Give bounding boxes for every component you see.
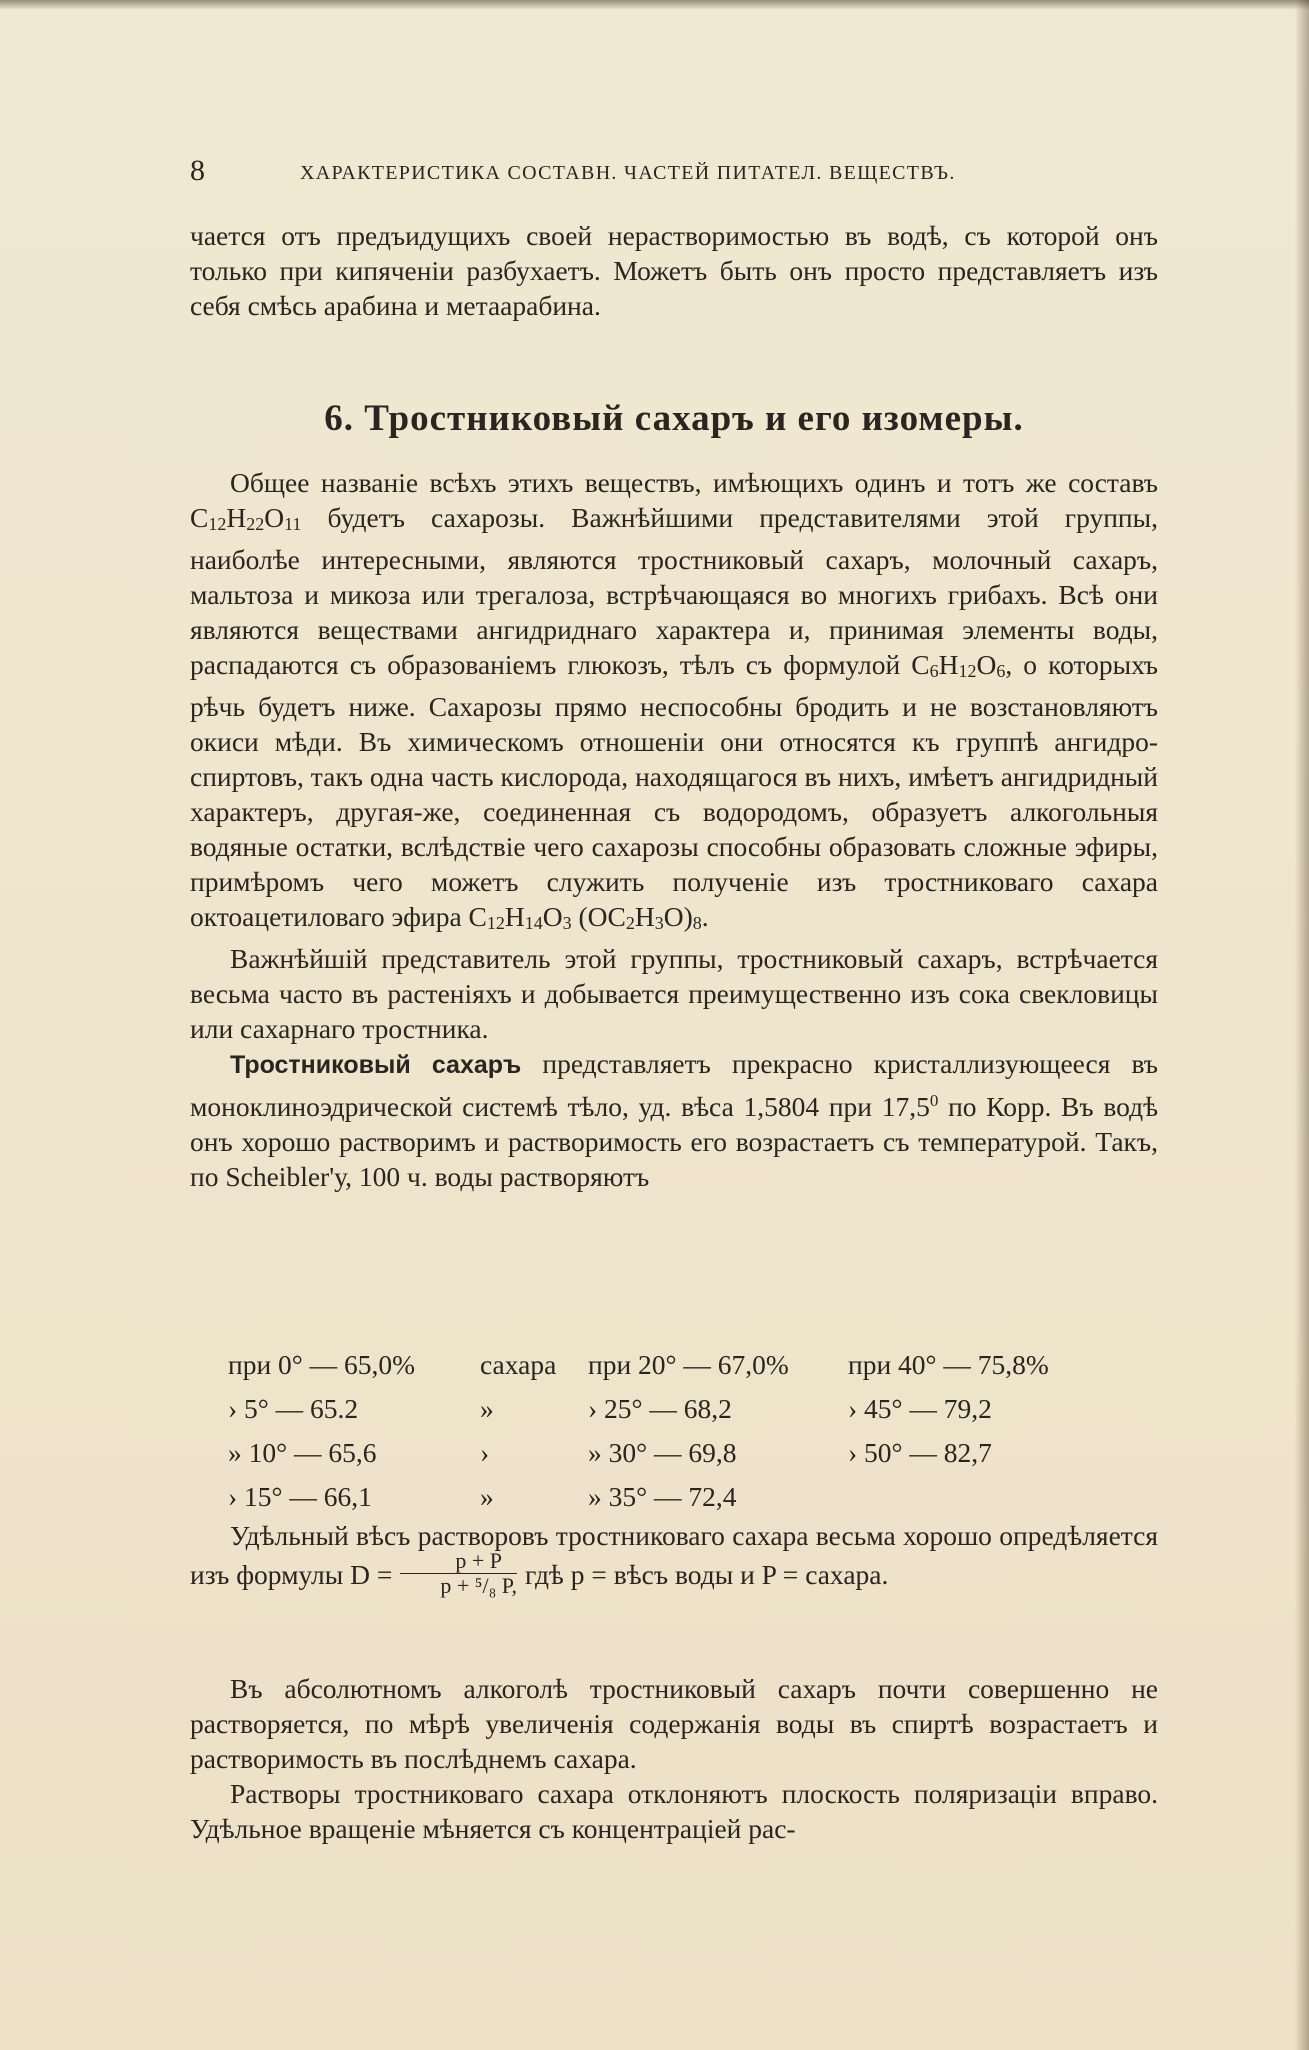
page-number: 8 bbox=[190, 154, 206, 187]
solubility-table bbox=[228, 1343, 1128, 1519]
paragraph-polarization: Растворы тростниковаго сахара отклоняютъ плоскость поляризаціи вправо. Удѣльное вращеніе мѣняется съ концентраціей рас- bbox=[190, 1778, 1158, 1844]
top-edge-shadow bbox=[0, 0, 1309, 10]
paragraph-general: Общее названіе всѣхъ этихъ веществъ, имѣющихъ одинъ и тотъ же составъ C12H22O11 будетъ сахарозы. Важнѣйшими представителями этой группы, наиболѣе интересными, являются тростниковый сахаръ, молочный сахаръ, мальтоза и микоза или трегалоза, встрѣчающаяся во многихъ грибахъ. Всѣ они являются веществами ангидриднаго характера и, принимая элементы воды, распадаются съ образованіемъ глюкозъ, тѣлъ съ формулой C6H12O6, о которыхъ рѣчь будетъ ниже. Сахарозы прямо неспособны бродить и не возстановляютъ окиси мѣди. Въ химическомъ отношеніи они относятся къ группѣ ангидро-спиртовъ, такъ одна часть кислорода, находящагося въ нихъ, имѣетъ ангидридный характеръ, другая-же, соединенная съ водородомъ, образуетъ алкогольныя водяные остатки, вслѣдствіе чего сахарозы способны образовать сложные эфиры, примѣромъ чего можетъ служить полученіе изъ тростниковаго сахара октоацетиловаго эфира C12H14O3 (OC2H3O)8. bbox=[190, 467, 1159, 933]
paragraph-alcohol: Въ абсолютномъ алкоголѣ тростниковый сахаръ почти совершенно не растворяется, по мѣрѣ увеличенія содержанія воды въ спиртѣ возрастаетъ и растворимость въ послѣднемъ сахара. bbox=[190, 1673, 1158, 1774]
table-row: » 10° — 65,6 › » 30° — 69,8 › 50° — 82,7 bbox=[228, 1437, 992, 1468]
density-formula bbox=[400, 1549, 517, 1598]
table-row: при 0° — 65,0% сахара при 20° — 67,0% при 40° — 75,8% bbox=[228, 1349, 1049, 1380]
paragraph-cane-sugar: Тростниковый сахаръ представляетъ прекрасно кристаллизующееся въ моноклиноэдрической системѣ тѣло, уд. вѣса 1,5804 при 17,5$^0$ по Корр. Въ водѣ онъ хорошо растворимъ и растворимость его возрастаетъ съ температурой. Такъ, по Scheibler'у, 100 ч. воды растворяютъ bbox=[190, 1048, 1158, 1192]
bold-term: Тростниковый сахаръ bbox=[230, 1051, 522, 1079]
paragraph-representative: Важнѣйшій представитель этой группы, тростниковый сахаръ, встрѣчается весьма часто въ растеніяхъ и добывается преимущественно изъ сока свекловицы или сахарнаго тростника. bbox=[190, 943, 1158, 1044]
paragraph-specific-gravity: Удѣльный вѣсъ растворовъ тростниковаго сахара весьма хорошо опредѣляется изъ формулы D = $\frac{p + P}{\text{p + ⁵/₈ P,}}$ гдѣ p = вѣсъ воды и P = сахара. bbox=[190, 1520, 1158, 1598]
formula-denominator: p + ⁵/₈ P, bbox=[440, 1573, 518, 1598]
table-row: › 5° — 65.2 » › 25° — 68,2 › 45° — 79,2 bbox=[228, 1393, 992, 1424]
table-row: › 15° — 66,1 » » 35° — 72,4 bbox=[228, 1481, 737, 1512]
closing-block bbox=[190, 1671, 1158, 1846]
formula-block bbox=[190, 1518, 1158, 1602]
right-edge-shadow bbox=[1295, 0, 1309, 2050]
intro-block bbox=[190, 218, 1158, 323]
formula-numerator: p + P bbox=[400, 1549, 517, 1574]
intro-paragraph: чается отъ предъидущихъ своей нерастворимостью въ водѣ, съ которой онъ только при кипяченіи разбухаетъ. Можетъ быть онъ просто представляетъ изъ себя смѣсь арабина и метаарабина. bbox=[190, 220, 1158, 321]
main-text-block bbox=[190, 465, 1158, 1194]
section-heading: 6. Тростниковый сахаръ и его изомеры. bbox=[324, 398, 1024, 439]
running-title: ХАРАКТЕРИСТИКА СОСТАВН. ЧАСТЕЙ ПИТАТЕЛ. ВЕЩЕСТВЪ. bbox=[300, 162, 956, 184]
